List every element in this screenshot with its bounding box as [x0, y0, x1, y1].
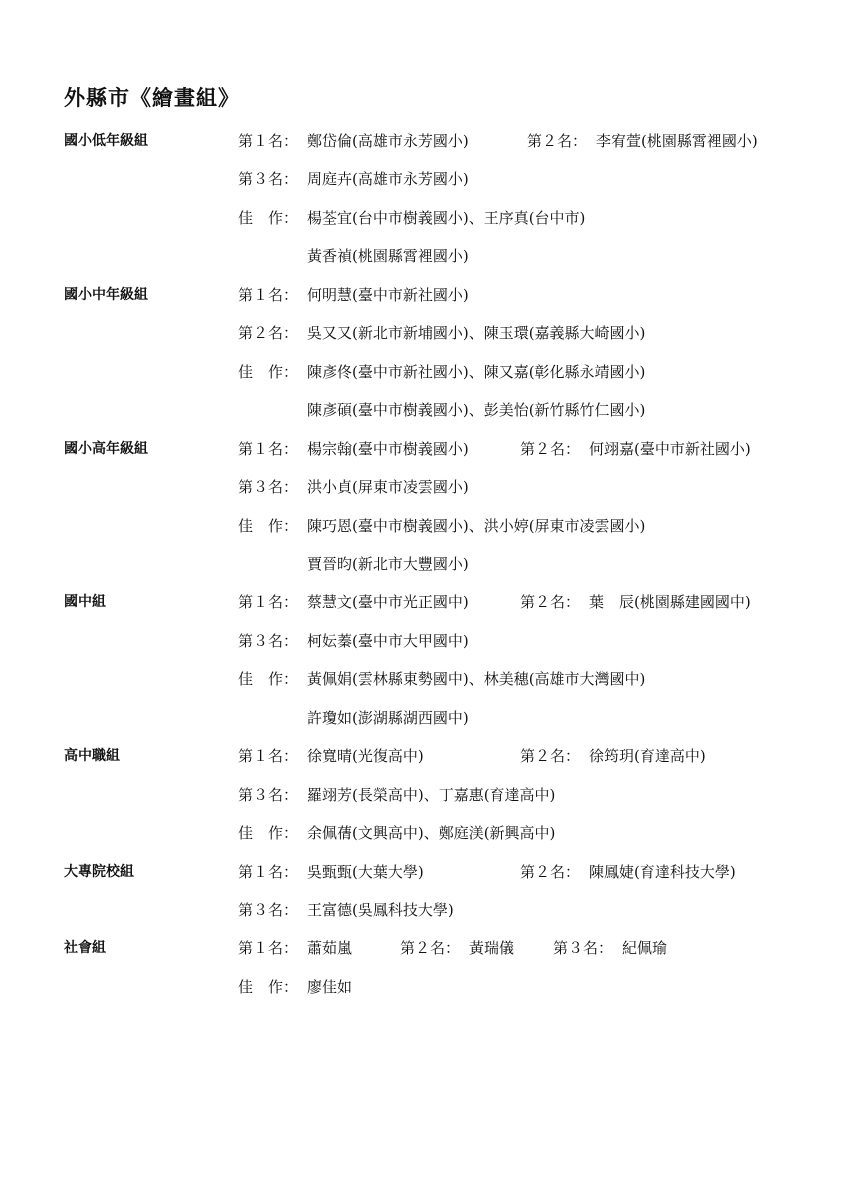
award-entry	[238, 706, 469, 730]
award-entry	[238, 975, 352, 999]
award-entry	[238, 360, 645, 384]
group-name: 國小高年級組	[64, 440, 148, 457]
winner-names: 蕭茹嵐	[307, 939, 353, 958]
rank-label: 第１名：	[238, 747, 299, 766]
award-entry	[238, 552, 469, 576]
rank-label: 第１名：	[238, 132, 299, 150]
winner-names: 陳彥佟(臺中市新社國小)、陳又嘉(彰化縣永靖國小)	[307, 362, 646, 381]
award-entry	[238, 898, 454, 922]
group-name: 國小中年級組	[64, 286, 148, 303]
rank-label: 佳 作：	[238, 977, 299, 996]
rank-label: 佳 作：	[238, 208, 299, 227]
group-name: 社會組	[64, 940, 106, 957]
winner-names: 羅翊芳(長榮高中)、丁嘉惠(育達高中)	[307, 785, 556, 804]
winner-names: 洪小貞(屏東市凌雲國小)	[307, 478, 469, 497]
award-line	[0, 744, 849, 768]
rank-label: 第２名：	[400, 939, 461, 958]
winner-names: 賈晉昀(新北市大豐國小)	[307, 554, 469, 573]
winner-names: 李宥萱(桃園縣霄裡國小)	[596, 132, 758, 150]
award-entry	[520, 590, 751, 614]
award-entry	[238, 783, 555, 807]
winner-names: 周庭卉(高雄市永芳國小)	[307, 170, 469, 189]
award-line	[0, 167, 849, 191]
award-line	[0, 206, 849, 230]
award-line	[0, 975, 849, 999]
group-name: 高中職組	[64, 748, 120, 765]
award-line	[0, 475, 849, 499]
winner-names: 黃佩娟(雲林縣東勢國中)、林美穗(高雄市大灣國中)	[307, 670, 646, 689]
rank-label: 第３名：	[238, 631, 299, 650]
award-entry	[238, 629, 469, 653]
rank-label: 第２名：	[520, 747, 581, 766]
winner-names: 楊荃宜(台中市樹義國小)、王序真(台中市)	[307, 208, 586, 227]
award-line	[0, 936, 849, 960]
rank-label: 第３名：	[238, 478, 299, 497]
award-entry	[238, 437, 469, 461]
rank-label: 第３名：	[553, 939, 614, 958]
award-line	[0, 860, 849, 884]
winner-names: 余佩蒨(文興高中)、鄭庭渼(新興高中)	[307, 824, 556, 843]
award-entry	[527, 129, 758, 153]
award-entry	[520, 860, 736, 884]
winner-names: 陳巧恩(臺中市樹義國小)、洪小婷(屏東市凌雲國小)	[307, 516, 646, 535]
award-entry	[238, 129, 469, 153]
award-line	[0, 821, 849, 845]
winner-names: 陳鳳婕(育達科技大學)	[589, 862, 736, 881]
award-line	[0, 321, 849, 345]
award-line	[0, 437, 849, 461]
winner-names: 何明慧(臺中市新社國小)	[307, 285, 469, 304]
rank-label: 第１名：	[238, 593, 299, 612]
page-title: 外縣市《繪畫組》	[64, 86, 240, 110]
award-line	[0, 283, 849, 307]
winner-names: 廖佳如	[307, 977, 353, 996]
rank-label: 佳 作：	[238, 362, 299, 381]
winner-names: 何翊嘉(臺中市新社國小)	[589, 439, 751, 458]
winner-names: 黃瑞儀	[469, 939, 515, 958]
winner-names: 蔡慧文(臺中市光正國中)	[307, 593, 469, 612]
rank-label: 第１名：	[238, 939, 299, 958]
award-line	[0, 783, 849, 807]
award-entry	[238, 590, 469, 614]
award-entry	[238, 167, 469, 191]
award-entry	[238, 667, 645, 691]
rank-label: 第２名：	[520, 593, 581, 612]
winner-names: 徐寬晴(光復高中)	[307, 747, 424, 766]
rank-label: 第２名：	[527, 132, 588, 150]
rank-label: 第２名：	[520, 439, 581, 458]
award-entry	[238, 936, 352, 960]
rank-label: 第１名：	[238, 439, 299, 458]
winner-names: 徐筠玥(育達高中)	[589, 747, 706, 766]
rank-label: 佳 作：	[238, 670, 299, 689]
award-line	[0, 898, 849, 922]
winner-names: 吳甄甄(大葉大學)	[307, 862, 424, 881]
award-entry	[238, 244, 469, 268]
winner-names: 吳又又(新北市新埔國小)、陳玉環(嘉義縣大崎國小)	[307, 324, 646, 343]
rank-label: 第３名：	[238, 170, 299, 189]
winner-names: 葉 辰(桃園縣建國國中)	[589, 593, 751, 612]
winner-names: 王富德(吳鳳科技大學)	[307, 901, 454, 919]
rank-label: 第１名：	[238, 285, 299, 304]
winner-names: 鄭岱倫(高雄市永芳國小)	[307, 132, 469, 150]
award-entry	[520, 744, 706, 768]
rank-label: 佳 作：	[238, 824, 299, 843]
rank-label: 第２名：	[238, 324, 299, 343]
award-line	[0, 244, 849, 268]
award-entry	[238, 744, 424, 768]
award-line	[0, 706, 849, 730]
award-entry	[520, 437, 751, 461]
rank-label: 第１名：	[238, 862, 299, 881]
winner-names: 柯妘蓁(臺中市大甲國中)	[307, 631, 469, 650]
award-entry	[238, 206, 585, 230]
award-entry	[238, 514, 645, 538]
award-line	[0, 629, 849, 653]
award-line	[0, 590, 849, 614]
winner-names: 陳彥碩(臺中市樹義國小)、彭美怡(新竹縣竹仁國小)	[307, 401, 646, 420]
award-entry	[400, 936, 514, 960]
rank-label: 佳 作：	[238, 516, 299, 535]
award-entry	[238, 821, 555, 845]
award-entry	[238, 475, 469, 499]
group-name: 大專院校組	[64, 863, 134, 880]
winner-names: 許瓊如(澎湖縣湖西國中)	[307, 708, 469, 727]
award-entry	[238, 283, 469, 307]
winner-names: 黃香禎(桃園縣霄裡國小)	[307, 247, 469, 266]
winner-names: 紀佩瑜	[622, 939, 668, 958]
award-line	[0, 552, 849, 576]
rank-label: 第２名：	[520, 862, 581, 881]
award-line	[0, 129, 849, 153]
group-name: 國小低年級組	[64, 133, 148, 149]
award-line	[0, 398, 849, 422]
award-line	[0, 667, 849, 691]
award-entry	[238, 321, 645, 345]
rank-label: 第３名：	[238, 901, 299, 919]
group-name: 國中組	[64, 594, 106, 611]
rank-label: 第３名：	[238, 785, 299, 804]
award-entry	[553, 936, 667, 960]
award-entry	[238, 398, 645, 422]
award-entry	[238, 860, 424, 884]
winner-names: 楊宗翰(臺中市樹義國小)	[307, 439, 469, 458]
award-line	[0, 360, 849, 384]
award-line	[0, 514, 849, 538]
